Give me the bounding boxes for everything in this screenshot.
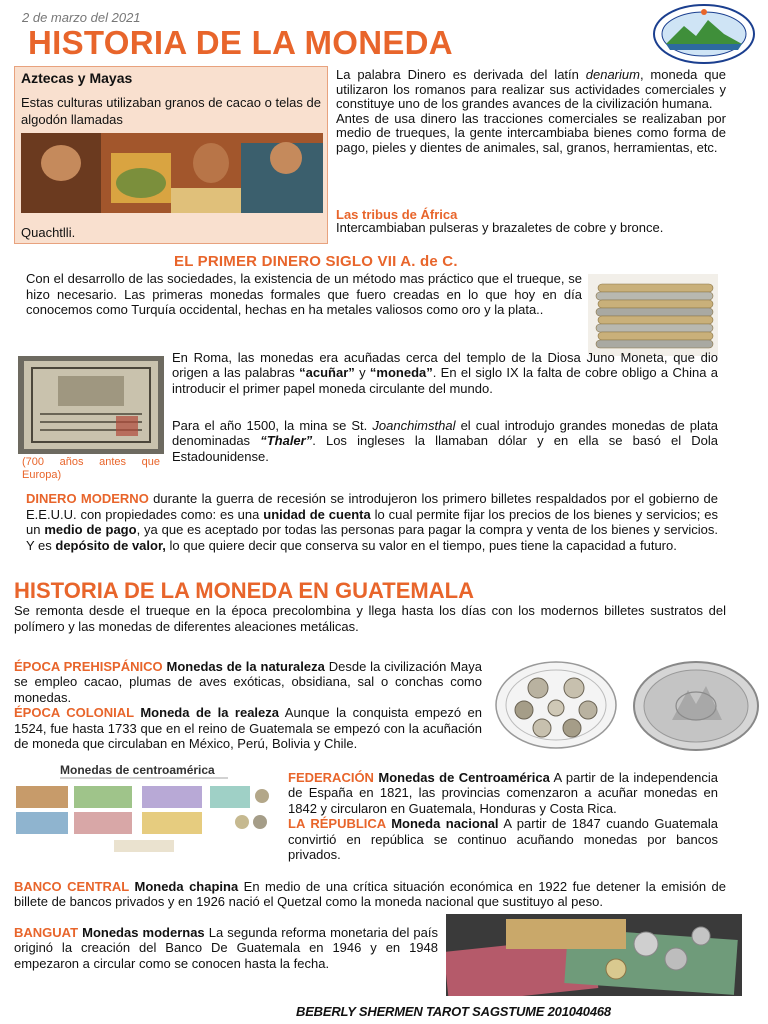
guatemala-intro: Se remonta desde el trueque en la época precolombina y llega hasta los días con los modernos billetes sustratos del polímero y las monedas de diferentes aleaciones metálicas. [14,603,726,634]
intro-paragraph: La palabra Dinero es derivada del latín denarium, moneda que utilizaron los romanos para realizar sus actividades comerciales y constituye uno de los grandes avances de la civilización humana. Antes de usa dinero las tracciones comerciales se realizaban por medio de trueques, la gente intercambiaba bienes como forma de pago, pieles y dientes de animales, sal, granos, herramientas, etc. [336,67,726,155]
ca-image-title: Monedas de centroamérica [60,763,215,777]
thaler-text: Para el año 1500, la mina se St. Joanchimsthal el cual introdujo grandes monedas de plata denominadas “Thaler”. Los ingleses la llamaban dólar y en ella se basó el Dola Estadounidense. [172,418,718,464]
aztec-caption: Quachtlli. [21,225,76,240]
banguat-text: BANGUAT Monedas modernas La segunda reforma monetaria del país originó la creación del Banco De Guatemala en 1946 y en 1948 empezaron a circular como se conocen hasta la fecha. [14,925,439,971]
page-title: HISTORIA DE LA MONEDA [28,24,453,61]
federation-republic-text: FEDERACIÓN Monedas de Centroamérica A partir de la independencia de España en 1821, las provincias comenzaron a acuñar monedas en 1842 y circularon en Guatemala, Honduras y Costa Rica. LA RÉPUBLICA Moneda nacional A partir de 1847 cuando Guatemala convirtió en república se continuo acuñando monedas por bancos privados. [288,770,718,863]
chinese-paper-money-image [18,356,164,454]
aztec-text: Estas culturas utilizaban granos de cacao o telas de algodón llamadas [21,95,321,127]
modern-money-label: DINERO MODERNO [26,491,149,506]
prehispanic-label: ÉPOCA PREHISPÁNICO [14,659,163,674]
aztec-mural-image [21,133,323,213]
colonial-label: ÉPOCA COLONIAL [14,705,134,721]
modern-money-text: DINERO MODERNO durante la guerra de recesión se introdujeron los primero billetes respaldados por el gobierno de E.E.U.U. con propiedades como: es una unidad de cuenta lo cual permite fijar los precios de los bienes y servicios; es un medio de pago, ya que es aceptado por todas las personas para pagar la compra y venta de los bienes y servicios. Y es depósito de valor, lo que quiere decir que conserva su valor en el tiempo, pues tiene la capacidad a futuro. [26,491,718,553]
colonial-coin-image [632,660,760,752]
republic-label: LA RÉPUBLICA [288,816,386,832]
barter-text: Antes de usa dinero las tracciones comerciales se realizaban por medio de trueques, la gente intercambiaba bienes como forma de pago, pieles y dientes de animales, sal, granos, herramientas, etc. [336,110,726,155]
paper-money-caption: (700 años antes que Europa) [22,456,160,481]
banguat-label: BANGUAT [14,925,79,940]
central-america-coins-image [14,760,276,856]
federation-label: FEDERACIÓN [288,770,374,785]
central-bank-text: BANCO CENTRAL Moneda chapina En medio de una crítica situación económica en 1922 fue detener la emisión de billete de bancos privados y en 1926 nació el Quetzal como la moneda nacional que sustituyo al peso. [14,879,726,910]
quetzal-bills-image [446,914,742,996]
first-money-heading: EL PRIMER DINERO SIGLO VII A. de C. [174,253,458,270]
africa-text: Intercambiaban pulseras y brazaletes de cobre y bronce. [336,220,664,235]
guatemala-heading: HISTORIA DE LA MONEDA EN GUATEMALA [14,578,474,603]
africa-heading: Las tribus de África [336,207,458,222]
prehispanic-colonial-text: ÉPOCA PREHISPÁNICO Monedas de la naturaleza Desde la civilización Maya se empleo cacao, plumas de aves exóticas, obsidiana, sal o conchas como monedas. ÉPOCA COLONIAL Moneda de la realeza Aunque la conquista empezó en 1524, fue hasta 1733 que en el reino de Guatemala se empezó con la acuñación de moneda que circulaban en México, Perú, Bolivia y Chile. [14,659,482,752]
central-bank-label: BANCO CENTRAL [14,879,130,894]
coin-stack-image [588,274,718,356]
first-money-text: Con el desarrollo de las sociedades, la existencia de un método mas práctico que el trueque, se hizo necesario. Las primeras monedas formales que fuero creadas en lo que hoy en día conocemos como Turquía occidental, hechas en ha metales valiosos como oro y la plata.. [26,271,582,317]
aztec-maya-box [14,66,328,244]
author-footer: BEBERLY SHERMEN TAROT SAGSTUME 201040468 [296,1004,611,1019]
university-seal-logo [652,4,756,64]
rome-text: En Roma, las monedas era acuñadas cerca del templo de la Diosa Juno Moneta, que dio origen a las palabras “acuñar” y “moneda”. En el siglo IX la falta de cobre obligo a China a introducir el primer papel moneda circulante del mundo. [172,350,718,396]
denarium-term: denarium [585,67,640,82]
aztec-heading: Aztecas y Mayas [21,70,133,86]
date-text: 2 de marzo del 2021 [22,10,141,25]
guatemala-coins-plate-image [494,660,618,750]
